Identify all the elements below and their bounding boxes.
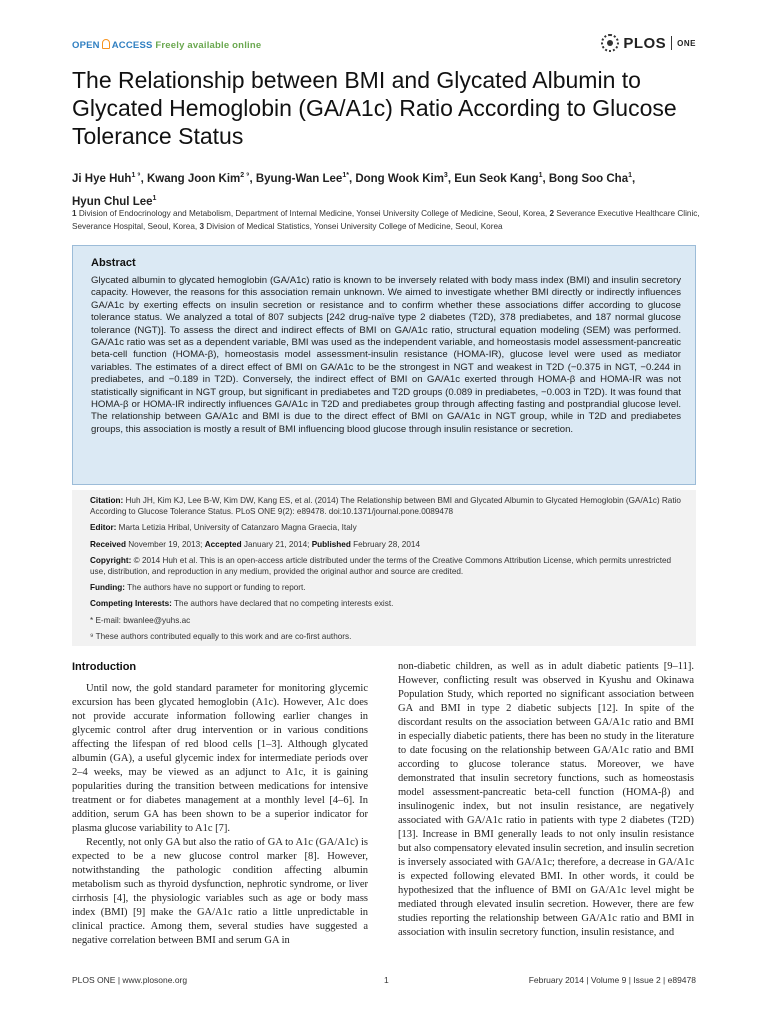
plos-wordmark: PLOS xyxy=(623,34,667,52)
page-footer xyxy=(72,975,696,989)
abstract-text: Glycated albumin to glycated hemoglobin (GA/A1c) ratio is known to be inversely related with body mass index (BMI) and insulin secretory capacity. However, the reasons for this association remain unknown. We aimed to investigate whether BMI directly or indirectly influences GA/A1c by exerting effects on insulin secretion or resistance and to confirm whether these associations differ according to glucose tolerance status. We analyzed a total of 807 subjects [242 drug-naïve type 2 diabetes (T2D), 378 prediabetes, and 187 normal glucose tolerance (NGT)]. To assess the direct and indirect effects of BMI on GA/A1c ratio, structural equation modeling (SEM) was performed. GA/A1c ratio was set as a dependent variable, BMI was used as the independent variable, and homeostasis model assessment-pancreatic beta-cell function (HOMA-β), homeostasis model assessment-insulin resistance (HOMA-IR), glucose level were used as mediator variables. The estimates of a direct effect of BMI on GA/A1c to be the strongest in NGT and weakest in T2D (−0.375 in NGT, −0.244 in prediabetes, and −0.189 in T2D). Conversely, the indirect effect of BMI on GA/A1c exerted through HOMA-β and HOMA-IR was not statistically significant in NGT group, but significant in prediabetes and T2D groups (0.089 in prediabetes, −0.003 in T2D). It was found that HOMA-β or HOMA-IR indirectly influences GA/A1c in T2D and prediabetes group through affecting fasting and postprandial glucose level. The relationship between GA/A1c and BMI is due to the direct effect of BMI on GA/A1c in NGT group, while in T2D and prediabetes groups, this association is mostly a result of BMI influencing blood glucose through insulin resistance or secretion. xyxy=(91,275,681,435)
introduction-heading: Introduction xyxy=(72,661,137,673)
dates: Received November 19, 2013; Accepted January 21, 2014; Published February 28, 2014 xyxy=(90,539,421,549)
body-paragraph: Until now, the gold standard parameter for monitoring glycemic excursion has been glycated hemoglobin (A1c). However, A1c does not provide accurate information following earlier changes in glycemic control after drug intervention or in various conditions affecting the lifespan of red blood cells [1–3]. Although glycated albumin (GA), a useful glycemic index for intermediate periods over 2–4 weeks, may be viewed as an adjunct to A1c, it is gaining popularities during the transition between medications for intensive treatment or for diabetes management at a monthly level [4–6]. In addition, serum GA has been shown to be a superior indicator for plasma glucose variability to A1c [7]. xyxy=(72,683,368,834)
author: Hyun Chul Lee$^1$ xyxy=(72,194,157,208)
author: Ji Hye Huh$^{1 ^9}$ xyxy=(72,172,141,185)
body-paragraph: Recently, not only GA but also the ratio of GA to A1c (GA/A1c) is expected to be a new glucose control marker [8]. However, notwithstanding the pathologic condition affecting albumin metabolism such as thyroid dysfunction, nephrotic syndrome, or liver cirrhosis [4], the physiologic variables such as age or body mass index (BMI) [9] make the GA/A1c ratio a little unpredictable in clinical practice. Among them, several studies have suggested a negative correlation between BMI and serum GA in xyxy=(72,837,368,946)
footer-issue: February 2014 | Volume 9 | Issue 2 | e89478 xyxy=(528,975,696,985)
logo-divider xyxy=(671,36,672,50)
body-column-right xyxy=(398,660,694,940)
author: Bong Soo Cha$^1$ xyxy=(548,172,632,185)
editor: Editor: Marta Letizia Hribal, University of Catanzaro Magna Graecia, Italy xyxy=(90,523,357,533)
plos-one-wordmark: ONE xyxy=(677,38,696,48)
open-lock-icon xyxy=(102,39,110,49)
copyright: Copyright: © 2014 Huh et al. This is an open-access article distributed under the terms of the Creative Commons Attribution License, which permits unrestricted use, distribution, and reproduction in any medium, provided the original author and source are credited. xyxy=(90,555,672,577)
competing-interests: Competing Interests: The authors have declared that no competing interests exist. xyxy=(90,599,394,609)
open-access-banner xyxy=(72,39,261,51)
affiliations: 1 Division of Endocrinology and Metabolism, Department of Internal Medicine, Yonsei University College of Medicine, Seoul, Korea, 2 Severance Executive Healthcare Clinic, Severance Hospital, Seoul, Korea, 3 Division of Medical Statistics, Yonsei University College of Medicine, Seoul, Korea xyxy=(72,209,700,231)
plos-one-logo xyxy=(601,34,696,52)
oa-open-label: OPEN xyxy=(72,40,100,51)
article-metadata xyxy=(72,490,696,646)
body-paragraph: non-diabetic children, as well as in adult diabetic patients [9–11]. However, conflicting result was observed in Kyushu and Okinawa Population Study, which reported no significant association between GA and BMI in type 2 diabetic subjects [12]. In spite of the discordant results on the association between GA/A1c ratio and BMI in especially diabetic patients, there has been no study in the literature to date focusing on the relationship between GA/A1c ratio and BMI according to glucose tolerance status. Moreover, we have demonstrated that insulin secretory functions, such as homeostasis model assessment-pancreatic beta-cell function (HOMA-β) and insulinogenic index, but not insulin resistance, are negatively associated with GA/A1c ratio in patients with type 2 diabetes (T2D) [13]. Increase in BMI generally leads to not only insulin resistance but also compensatory elevated insulin secretion, and insulin secretion is inversely associated with GA/A1c; therefore, a decrease in GA/A1c is expected following elevated BMI. In other words, it could be hypothesized that the influence of BMI on GA/A1c level might be mediated through elevated insulin secretion. However, there are few studies reporting the relationship between GA/A1c ratio and BMI in association with insulin secretory function, insulin resistance, and xyxy=(398,661,694,938)
equal-contribution-note: ⁹ These authors contributed equally to this work and are co-first authors. xyxy=(90,631,352,641)
journal-header xyxy=(72,34,696,56)
oa-free-label: Freely available online xyxy=(155,40,262,51)
article-title: The Relationship between BMI and Glycated Albumin to Glycated Hemoglobin (GA/A1c) Ratio According to Glucose Tolerance Status xyxy=(72,67,677,149)
page-number: 1 xyxy=(384,975,389,985)
funding: Funding: The authors have no support or funding to report. xyxy=(90,583,306,593)
author: Eun Seok Kang$^1$ xyxy=(454,172,543,185)
citation: Citation: Huh JH, Kim KJ, Lee B-W, Kim DW, Kang ES, et al. (2014) The Relationship between BMI and Glycated Albumin to Glycated Hemoglobin (GA/A1c) Ratio According to Glucose Tolerance Status. PLoS ONE 9(2): e89478. doi:10.1371/journal.pone.0089478 xyxy=(90,496,681,517)
corresponding-email: * E-mail: bwanlee@yuhs.ac xyxy=(90,615,191,625)
author-list: Ji Hye Huh$^{1 ^9}$, Kwang Joon Kim$^{2 ^9}$, Byung-Wan Lee$^{1*}$, Dong Wook Kim$^3$, Eun Seok Kang$^1$, Bong Soo Cha$^1$, Hyun Chul Lee$^1$ xyxy=(72,172,636,208)
author: Kwang Joon Kim$^{2 ^9}$ xyxy=(147,172,250,185)
plos-logo-icon xyxy=(601,34,619,52)
author: Byung-Wan Lee$^{1*}$ xyxy=(255,172,349,185)
author: Dong Wook Kim$^3$ xyxy=(355,172,448,185)
abstract-heading: Abstract xyxy=(91,257,136,269)
oa-access-label: ACCESS xyxy=(111,40,153,51)
abstract-box xyxy=(72,245,696,485)
body-column-left xyxy=(72,660,368,948)
footer-journal: PLOS ONE | www.plosone.org xyxy=(72,975,188,985)
